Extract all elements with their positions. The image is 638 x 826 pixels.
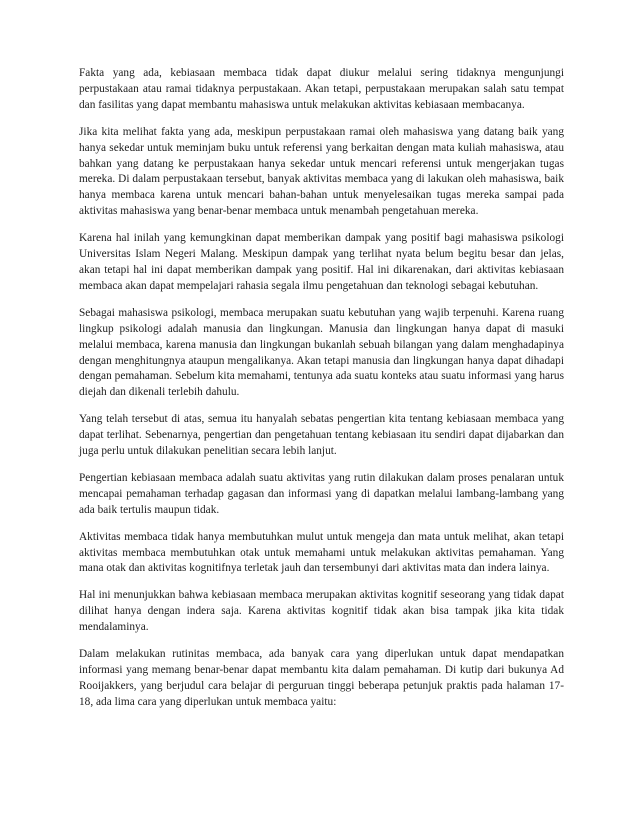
paragraph-3: Karena hal inilah yang kemungkinan dapat memberikan dampak yang positif bagi mahasiswa psikologi Universitas Islam Negeri Malang. Meskipun dampak yang terlihat nyata belum begitu besar dan jelas, akan tetapi hal ini dapat memberikan dampak yang positif. Hal ini dikarenakan, dari aktivitas kebiasaan membaca akan dapat mempelajari rahasia segala ilmu pengetahuan dan teknologi sebagai kebutuhan. <box>79 232 564 292</box>
paragraph-5: Yang telah tersebut di atas, semua itu hanyalah sebatas pengertian kita tentang kebiasaan membaca yang dapat terlihat. Sebenarnya, pengertian dan pengetahuan tentang kebiasaan itu sendiri dapat dijabarkan dan juga perlu untuk dilakukan penelitian secara lebih lanjut. <box>79 413 564 458</box>
paragraph-1: Fakta yang ada, kebiasaan membaca tidak dapat diukur melalui sering tidaknya mengunjungi perpustakaan atau ramai tidaknya perpustakaan. Akan tetapi, perpustakaan merupakan salah satu tempat dan fasilitas yang dapat membantu mahasiswa untuk melakukan aktivitas kebiasaan membacanya. <box>79 67 564 111</box>
paragraph-2: Jika kita melihat fakta yang ada, meskipun perpustakaan ramai oleh mahasiswa yang datang baik yang hanya sekedar untuk meminjam buku untuk referensi yang berkaitan dengan mata kuliah mahasiswa, atau bahkan yang datang ke perpustakaan hanya sekedar untuk mencari referensi untuk mengerjakan tugas mereka. Di dalam perpustakaan tersebut, banyak aktivitas membaca yang di lakukan oleh mahasiswa, baik hanya membaca karena untuk mencari bahan-bahan untuk menyelesaikan tugas mereka sampai pada aktivitas mahasiswa yang benar-benar membaca untuk menambah pengetahuan mereka. <box>79 125 564 218</box>
paragraph-8: Hal ini menunjukkan bahwa kebiasaan membaca merupakan aktivitas kognitif seseorang yang tidak dapat dilihat hanya dengan indera saja. Karena aktivitas kognitif tidak akan bisa tampak jika kita tidak mendalaminya. <box>79 589 564 634</box>
document-body <box>79 66 564 722</box>
paragraph-7: Aktivitas membaca tidak hanya membutuhkan mulut untuk mengeja dan mata untuk melihat, akan tetapi aktivitas membaca membutuhkan otak untuk memahami untuk melakukan aktivitas pemahaman. Yang mana otak dan aktivitas kognitifnya terletak jauh dan tersembunyi dari aktivitas mata dan indera lainya. <box>79 530 564 575</box>
paragraph-4: Sebagai mahasiswa psikologi, membaca merupakan suatu kebutuhan yang wajib terpenuhi. Karena ruang lingkup psikologi adalah manusia dan lingkungan. Manusia dan lingkungan hanya dapat di masuki melalui membaca, karena manusia dan lingkungan bukanlah sebuah bilangan yang dalam menghadapinya dengan menghitungnya ataupun mengalikanya. Akan tetapi manusia dan lingkungan hanya dapat dihadapi dengan pemahaman. Sebelum kita memahami, tentunya ada suatu konteks atau suatu informasi yang harus diejah dan dikenali terlebih dahulu. <box>79 306 564 399</box>
paragraph-6: Pengertian kebiasaan membaca adalah suatu aktivitas yang rutin dilakukan dalam proses penalaran untuk mencapai pemahaman terhadap gagasan dan informasi yang di dapatkan melalui lambang-lambang yang ada baik tertulis maupun tidak. <box>79 471 564 516</box>
paragraph-9: Dalam melakukan rutinitas membaca, ada banyak cara yang diperlukan untuk dapat mendapatkan informasi yang memang benar-benar dapat membantu kita dalam pemahaman. Di kutip dari bukunya Ad Rooijakkers, yang berjudul cara belajar di perguruan tinggi beberapa petunjuk praktis pada halaman 17-18, ada lima cara yang diperlukan untuk membaca yaitu: <box>79 648 564 708</box>
